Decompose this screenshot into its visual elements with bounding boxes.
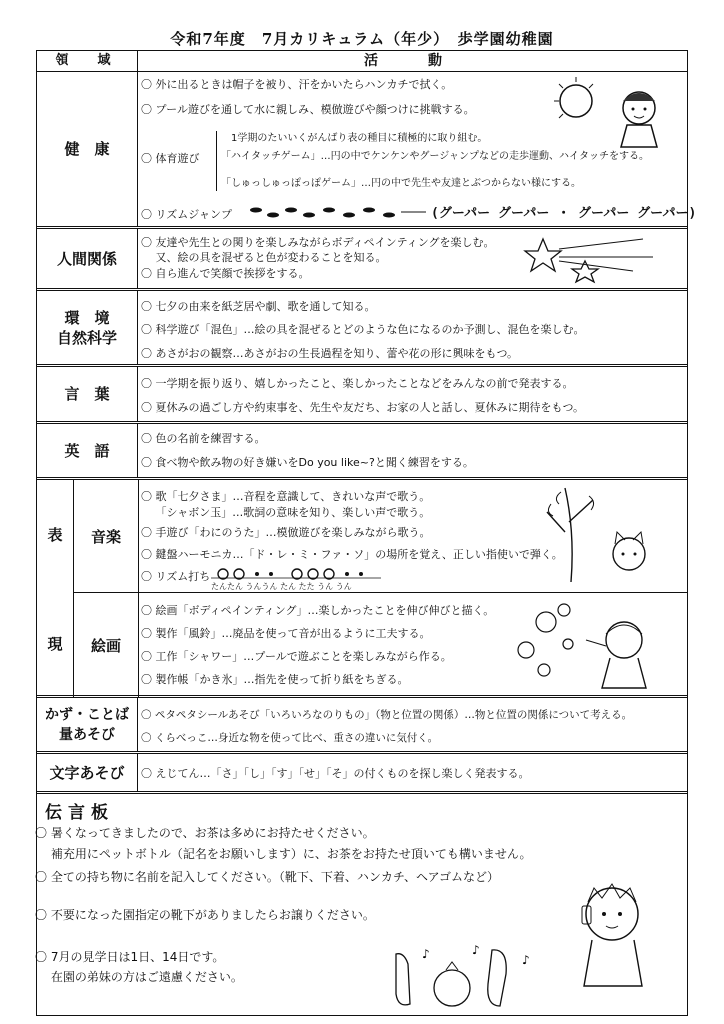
list-item: 〇 科学遊び「混色」…絵の具を混ぜるとどのような色になるのか予測し、混色を楽しむ。: [141, 323, 585, 336]
row-label: 人間関係: [37, 229, 138, 288]
list-item: 〇 製作「風鈴」…廃品を使って音が出るように工夫する。: [141, 627, 431, 640]
phone-child-icon: [562, 876, 672, 996]
row-label-line: かず・ことば: [45, 706, 129, 723]
row-hyogen: [37, 480, 687, 698]
list-item: 〇 製作帳「かき氷」…指先を使って折り紙をちぎる。: [141, 673, 409, 686]
sub-label-ongaku: 音楽: [73, 480, 139, 592]
list-item: 〇 ペタペタシールあそび「いろいろなのりもの」（物と位置の関係）…物と位置の関係について考える。: [141, 709, 633, 721]
list-item: 〇 えじてん…「さ」「し」「す」「せ」「そ」の付くものを探し楽しく発表する。: [141, 767, 530, 780]
header-domain: 領 域: [37, 51, 138, 71]
svg-text:♪: ♪: [422, 947, 430, 961]
bubble-child-icon: [516, 600, 666, 690]
row-label-line: 現: [47, 635, 63, 653]
list-item: 〇 工作「シャワー」…プールで遊ぶことを楽しみながら作る。: [141, 650, 452, 663]
list-item: 在園の弟妹の方はご遠慮ください。: [35, 970, 243, 984]
row-kazu: [37, 698, 687, 754]
row-kenko: [37, 71, 697, 229]
row-moji: [37, 754, 687, 794]
row-label: [37, 698, 138, 751]
rhythm-notes-icon: [241, 201, 426, 223]
list-item: 〇 全ての持ち物に名前を記入してください。（靴下、下着、ハンカチ、ヘアゴムなど）: [35, 870, 500, 884]
page-title: 令和7年度 7月カリキュラム（年少） 歩学園幼稚園: [170, 30, 554, 48]
sub-label-kaiga: 絵画: [73, 592, 139, 698]
row-label-line: 自然科学: [56, 328, 117, 347]
list-item: 「ハイタッチゲーム」…円の中でケンケンやグージャンプなどの走歩運動、ハイタッチをする。: [221, 151, 649, 162]
row-label: [37, 480, 73, 698]
list-item: 〇 外に出るときは帽子を被り、汗をかいたらハンカチで拭く。: [141, 78, 453, 91]
list-item: 〇 不要になった園指定の靴下がありましたらお譲りください。: [35, 908, 375, 922]
vegetable-characters-icon: [382, 944, 552, 1012]
curriculum-table: [35, 50, 697, 1016]
list-item: 〇 くらべっこ…身近な物を使って比べ、重さの違いに気付く。: [141, 732, 439, 744]
rhythm-notes-icon: [211, 566, 381, 582]
list-item: 〇 手遊び「わにのうた」…模倣遊びを楽しみながら歌う。: [141, 526, 431, 539]
row-kankyo: [37, 291, 687, 367]
list-item: 〇 暑くなってきましたので、お茶は多めにお持たせください。: [35, 826, 375, 840]
list-item: 〇 色の名前を練習する。: [141, 432, 266, 445]
list-item: 〇 七夕の由来を紙芝居や劇、歌を通して知る。: [141, 300, 376, 313]
row-label: [37, 291, 138, 364]
svg-text:♪: ♪: [522, 953, 530, 967]
list-item: 補充用にペットボトル（記名をお願いします）に、お茶をお持たせ頂いても構いません。: [35, 847, 532, 861]
list-item: 〇 プール遊びを通して水に親しみ、模倣遊びや顔つけに挑戦する。: [141, 103, 475, 116]
list-item: 〇 友達や先生との関りを楽しみながらボディペインティングを楽しむ。: [141, 236, 495, 249]
row-label: 文字あそび: [37, 754, 138, 791]
list-item: 〇 鍵盤ハーモニカ…「ド・レ・ミ・ファ・ソ」の場所を覚え、正しい指使いで弾く。: [141, 548, 563, 561]
row-label-line: 表: [47, 526, 63, 544]
list-item: 〇 食べ物や飲み物の好き嫌いをDo you like~?と聞く練習をする。: [141, 456, 474, 469]
sun-child-icon: [551, 73, 671, 153]
list-item: 〇 リズムジャンプ: [141, 208, 233, 221]
row-label: 英 語: [37, 424, 138, 477]
row-label-line: 量あそび: [59, 726, 115, 743]
rhythm-text: (グーパー グーパー ・ グーパー グーパー): [431, 206, 697, 221]
row-kotoba: [37, 367, 687, 424]
notice-title: 伝言板: [45, 803, 114, 823]
header-activity: 活 動: [364, 53, 460, 69]
row-ningen: [37, 229, 687, 291]
list-item: 〇 夏休みの過ごし方や約束事を、先生や友だち、お家の人と話し、夏休みに期待をもつ。: [141, 401, 585, 414]
svg-text:♪: ♪: [472, 944, 480, 957]
list-item: 〇 体育遊び: [141, 152, 200, 165]
row-label: 言 葉: [37, 367, 138, 421]
notice-board: [37, 794, 687, 1015]
row-label-line: 環 境: [64, 308, 110, 327]
list-item: 又、絵の具を混ぜると色が変わることを知る。: [141, 251, 387, 264]
table-header: [37, 51, 687, 72]
list-item: 「シャボン玉」…歌詞の意味を知り、楽しい声で歌う。: [141, 506, 431, 519]
list-item: 〇 一学期を振り返り、嬉しかったこと、楽しかったことなどをみんなの前で発表する。: [141, 377, 574, 390]
list-item: 〇 歌「七夕さま」…音程を意識して、きれいな声で歌う。: [141, 490, 431, 503]
bamboo-tanabata-icon: [541, 482, 661, 582]
list-item: 〇 あさがおの観察…あさがおの生長過程を知り、蕾や花の形に興味をもつ。: [141, 347, 519, 360]
list-item: 〇 リズム打ち: [141, 570, 211, 583]
list-item: 〇 7月の見学日は1日、14日です。: [35, 950, 225, 964]
list-item: 〇 自ら進んで笑顔で挨拶をする。: [141, 267, 310, 280]
row-eigo: [37, 424, 687, 480]
row-label: 健 康: [37, 71, 138, 226]
list-item: 〇 絵画「ボディペインティング」…楽しかったことを伸び伸びと描く。: [141, 604, 495, 617]
list-item: 1学期のたいいくがんばり表の種目に積極的に取り組む。: [231, 133, 488, 144]
rhythm-text: たんたん うんうん たん たた うん うん: [211, 582, 352, 591]
list-item: 「しゅっしゅっぽっぽゲーム」…円の中で先生や友達とぶつからない様にする。: [221, 178, 581, 189]
shooting-star-icon: [523, 231, 673, 287]
